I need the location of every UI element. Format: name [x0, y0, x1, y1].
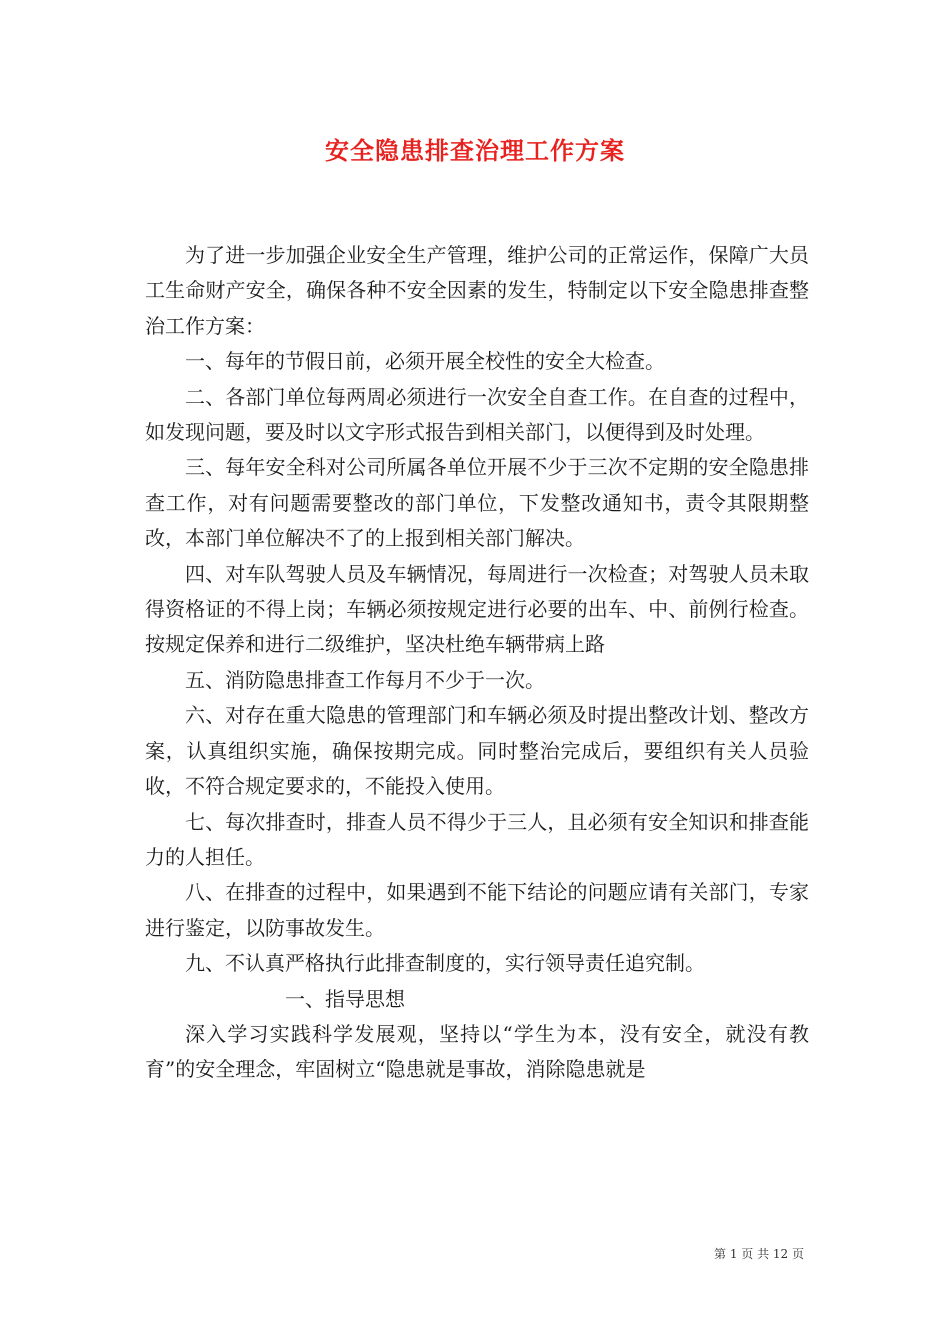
intro-paragraph: 为了进一步加强企业安全生产管理，维护公司的正常运作，保障广大员工生命财产安全，确保各种不安全因素的发生，特制定以下安全隐患排查整治工作方案： — [145, 243, 809, 338]
section-heading: 一、指导思想 — [285, 986, 405, 1011]
page-number: 第 1 页 共 12 页 — [714, 1247, 804, 1261]
clause-5: 五、消防隐患排查工作每月不少于一次。 — [185, 667, 545, 692]
clause-9: 九、不认真严格执行此排查制度的，实行领导责任追究制。 — [185, 951, 705, 976]
clause-3: 三、每年安全科对公司所属各单位开展不少于三次不定期的安全隐患排查工作，对有问题需要整改的部门单位，下发整改通知书，责令其限期整改，本部门单位解决不了的上报到相关部门解决。 — [145, 455, 809, 551]
section-paragraph: 深入学习实践科学发展观，坚持以“学生为本，没有安全，就没有教育”的安全理念，牢固树立“隐患就是事故，消除隐患就是 — [145, 1021, 809, 1082]
clause-7: 七、每次排查时，排查人员不得少于三人，且必须有安全知识和排查能力的人担任。 — [145, 809, 809, 869]
clause-6: 六、对存在重大隐患的管理部门和车辆必须及时提出整改计划、整改方案，认真组织实施，确保按期完成。同时整治完成后，要组织有关人员验收，不符合规定要求的，不能投入使用。 — [145, 703, 809, 799]
clause-1: 一、每年的节假日前，必须开展全校性的安全大检查。 — [185, 349, 665, 374]
clause-4: 四、对车队驾驶人员及车辆情况，每周进行一次检查；对驾驶人员未取得资格证的不得上岗；车辆必须按规定进行必要的出车、中、前例行检查。按规定保养和进行二级维护，坚决杜绝车辆带病上路 — [145, 561, 809, 657]
clause-8: 八、在排查的过程中，如果遇到不能下结论的问题应请有关部门，专家进行鉴定，以防事故发生。 — [145, 880, 809, 940]
document-title: 安全隐患排查治理工作方案 — [325, 136, 625, 165]
clause-2: 二、各部门单位每两周必须进行一次安全自查工作。在自查的过程中，如发现问题，要及时以文字形式报告到相关部门，以便得到及时处理。 — [145, 384, 809, 445]
document-body — [145, 238, 809, 1088]
